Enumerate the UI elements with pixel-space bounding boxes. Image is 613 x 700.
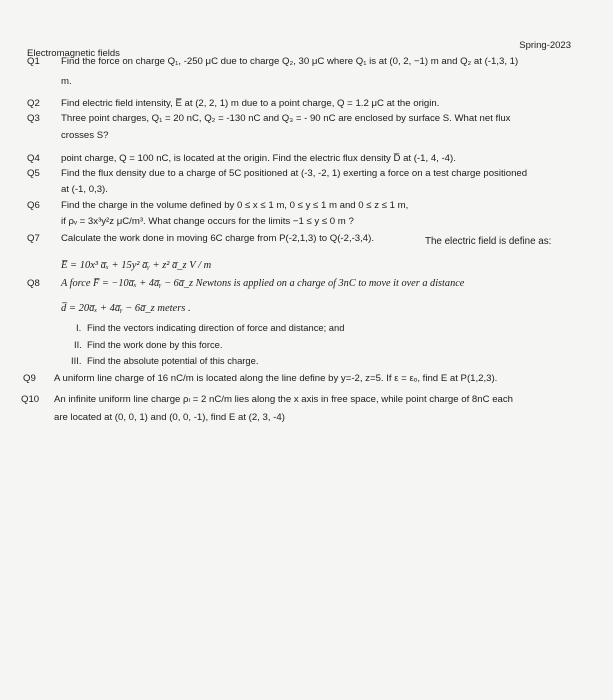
term-label: Spring-2023 (519, 40, 571, 51)
question-number: Q3 (27, 113, 40, 124)
question-text-line: Find the flux density due to a charge of 5C positioned at (-3, -2, 1) exerting a force on a test charge positioned (61, 168, 528, 179)
question-text-line: A uniform line charge of 16 nC/m is located along the line define by y=-2, z=5. If ε = εₒ, find E at P(1,2,3). (54, 373, 498, 384)
question-number: Q1 (27, 56, 40, 67)
subpart-text: Find the work done by this force. (87, 339, 223, 350)
subpart-text: Find the absolute potential of this charge. (87, 355, 259, 366)
force-vector-line: A force F̅ = −10a̅ₓ + 4a̅ᵧ − 6a̅_z Newtons is applied on a charge of 3nC to move it over a distance (61, 278, 465, 289)
question-text-line: at (-1, 0,3). (61, 184, 108, 195)
question-number: Q9 (23, 373, 36, 384)
electric-field-equation: E̅ = 10x³ a̅ₓ + 15y² a̅ᵧ + z² a̅_z V / m (61, 260, 212, 271)
question-number: Q6 (27, 200, 40, 211)
question-text-line: Three point charges, Q₁ = 20 nC, Q₂ = -130 nC and Q₃ = - 90 nC are enclosed by surface S. What net flux (61, 113, 511, 124)
question-number: Q10 (21, 394, 40, 405)
question-text-line: An infinite uniform line charge ρₗ = 2 nC/m lies along the x axis in free space, while point charge of 8nC each (54, 394, 514, 405)
course-title: Electromagnetic fields (27, 48, 120, 59)
subpart-label: III. (71, 355, 82, 366)
distance-vector-line: d̅ = 20a̅ₓ + 4a̅ᵧ − 6a̅_z meters . (61, 303, 191, 314)
question-text-line: point charge, Q = 100 nC, is located at the origin. Find the electric flux density D̅ at (-1, 4, -4). (61, 153, 456, 164)
question-text-line: Find electric field intensity, E̅ at (2, 2, 1) m due to a point charge, Q = 1.2 μC at the origin. (61, 98, 440, 109)
question-text-line: crosses S? (61, 130, 109, 141)
question-number: Q2 (27, 98, 40, 109)
subpart-text: Find the vectors indicating direction of force and distance; and (87, 322, 345, 333)
question-text-line: m. (61, 76, 72, 87)
question-number: Q4 (27, 153, 40, 164)
question-text-line: are located at (0, 0, 1) and (0, 0, -1), find E at (2, 3, -4) (54, 412, 285, 423)
question-number: Q7 (27, 233, 40, 244)
subpart-label: I. (76, 322, 82, 333)
question-number: Q5 (27, 168, 40, 179)
subpart-label: II. (74, 339, 82, 350)
question-number: Q8 (27, 278, 40, 289)
question-text-line: Calculate the work done in moving 6C charge from P(-2,1,3) to Q(-2,-3,4). (61, 233, 374, 244)
question-text-line: Find the force on charge Q₁, -250 μC due to charge Q₂, 30 μC where Q₁ is at (0, 2, −1) m and Q₂ at (-1,3, 1) (61, 56, 519, 67)
question-text-fragment: The electric field is define as: (425, 236, 552, 247)
question-text-line: if ρᵥ = 3x³y²z μC/m³. What change occurs for the limits −1 ≤ y ≤ 0 m ? (61, 216, 354, 227)
question-text-line: Find the charge in the volume defined by 0 ≤ x ≤ 1 m, 0 ≤ y ≤ 1 m and 0 ≤ z ≤ 1 m, (61, 200, 409, 211)
